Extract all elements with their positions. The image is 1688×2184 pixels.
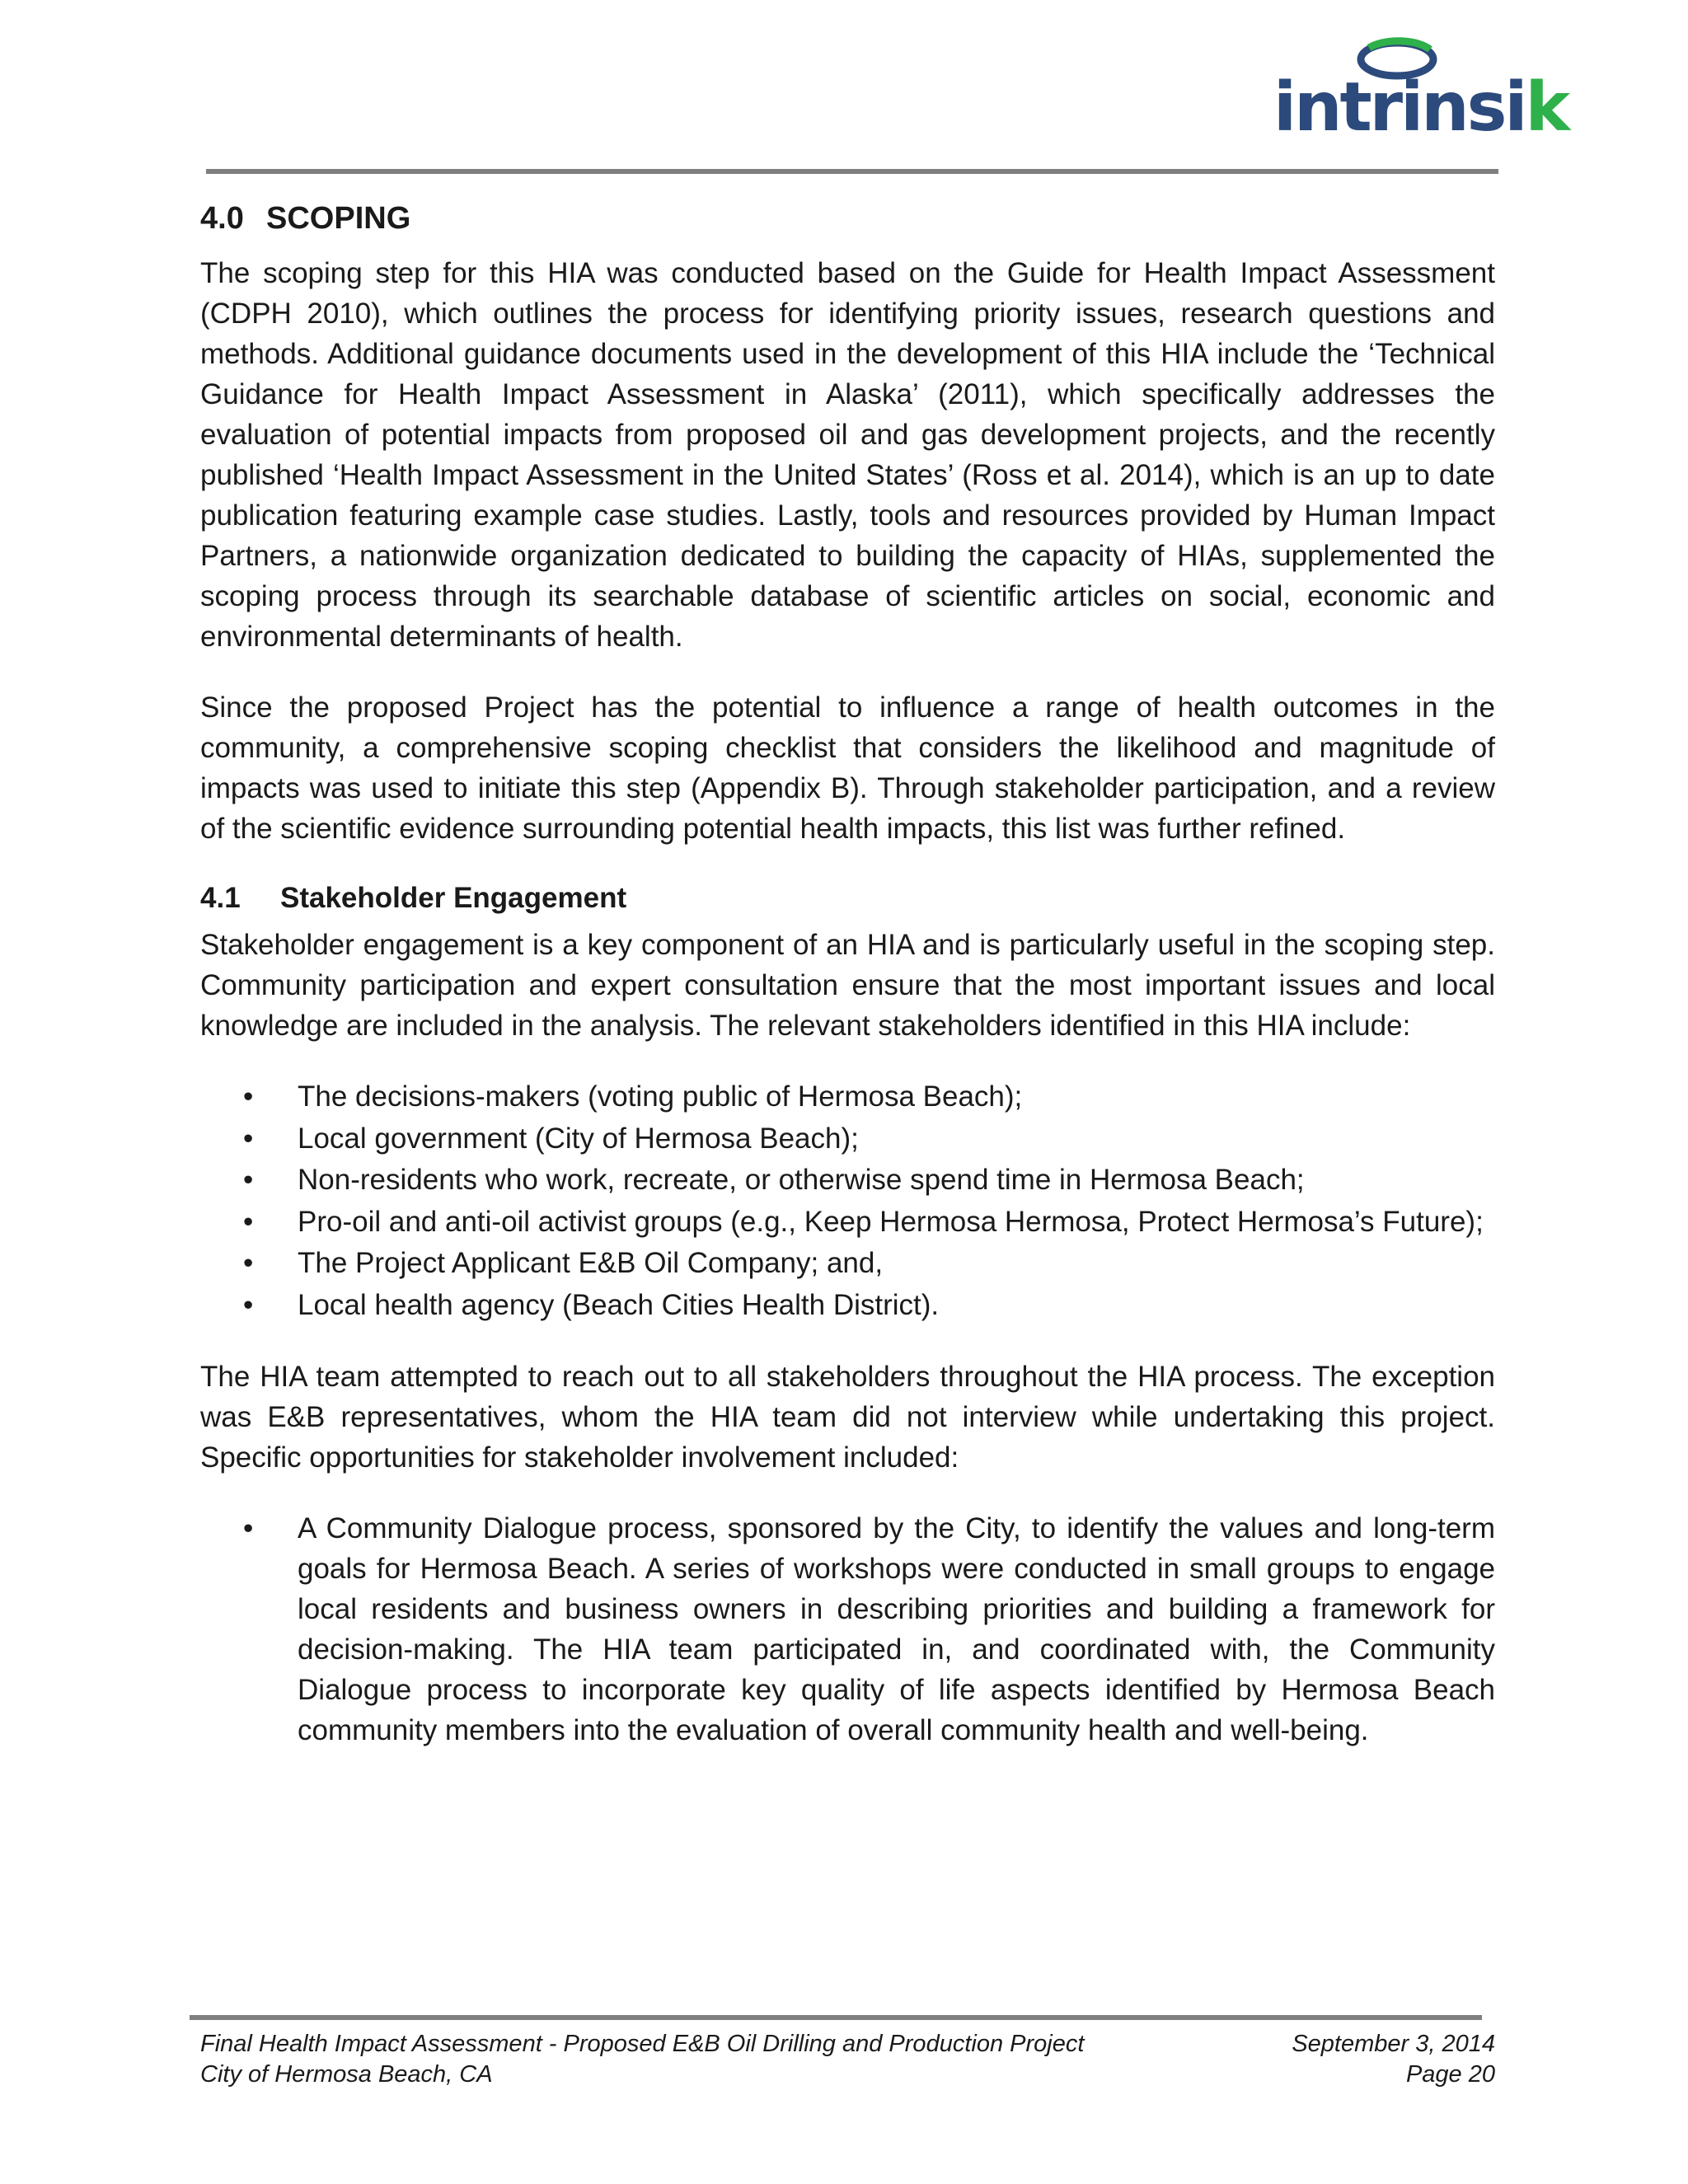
section-paragraph: Since the proposed Project has the potential to influence a range of health outcomes in the community, a comprehensive scoping checklist that considers the likelihood and magnitude of impacts was used to initiate this step (Appendix B). Through stakeholder participation, and a review of the scientific evidence surrounding potential health impacts, this list was further refined. xyxy=(200,691,1495,845)
bullet-icon: • xyxy=(243,1247,254,1279)
page-footer xyxy=(200,2029,1495,2090)
list-item: • The decisions-makers (voting public of Hermosa Beach); xyxy=(298,1076,1495,1118)
list-item: • Local government (City of Hermosa Beach); xyxy=(298,1118,1495,1160)
list-item: • The Project Applicant E&B Oil Company; and, xyxy=(298,1243,1495,1285)
bullet-icon: • xyxy=(243,1205,254,1238)
section-number: 4.0 xyxy=(200,201,244,236)
footer-location: City of Hermosa Beach, CA xyxy=(200,2061,493,2088)
list-item: • Pro-oil and anti-oil activist groups (e.g., Keep Hermosa Hermosa, Protect Hermosa’s Future); xyxy=(298,1202,1495,1244)
bullet-icon: • xyxy=(243,1288,254,1321)
section-heading xyxy=(200,195,1495,241)
page-body xyxy=(200,195,1495,1750)
bullet-icon: • xyxy=(243,1164,254,1196)
subsection-number: 4.1 xyxy=(200,882,241,914)
footer-document-title: Final Health Impact Assessment - Proposed E&B Oil Drilling and Production Project xyxy=(200,2031,1085,2057)
bullet-icon: • xyxy=(243,1512,254,1544)
footer-page-number: Page 20 xyxy=(1405,2061,1495,2088)
section-paragraph: The scoping step for this HIA was conducted based on the Guide for Health Impact Assessment (CDPH 2010), which outlines the process for identifying priority issues, research questions and methods. Additional guidance documents used in the development of this HIA include the ‘Technical Guidance for Health Impact Assessment in Alaska’ (2011), which specifically addresses the evaluation of potential impacts from proposed oil and gas development projects, and the recently published ‘Health Impact Assessment in the United States’ (Ross et al. 2014), which is an up to date publication featuring example case studies. Lastly, tools and resources provided by Human Impact Partners, a nationwide organization dedicated to building the capacity of HIAs, supplemented the scoping process through its searchable database of scientific articles on social, economic and environmental determinants of health. xyxy=(200,257,1495,653)
logo-wordmark: intrinsik xyxy=(1273,68,1568,147)
footer-date: September 3, 2014 xyxy=(1292,2031,1495,2057)
opportunity-list xyxy=(200,1508,1495,1750)
list-item: • Non-residents who work, recreate, or otherwise spend time in Hermosa Beach; xyxy=(298,1160,1495,1202)
footer-rule xyxy=(190,2015,1482,2020)
outreach-paragraph: The HIA team attempted to reach out to all stakeholders throughout the HIA process. The exception was E&B representatives, whom the HIA team did not interview while undertaking this project. Specific opportunities for stakeholder involvement included: xyxy=(200,1361,1495,1474)
stakeholder-list xyxy=(200,1076,1495,1326)
header-rule xyxy=(206,169,1498,174)
list-item: • Local health agency (Beach Cities Health District). xyxy=(298,1285,1495,1327)
subsection-heading xyxy=(200,877,1495,920)
subsection-intro: Stakeholder engagement is a key component of an HIA and is particularly useful in the scoping step. Community participation and expert consultation ensure that the most important issues and local knowledge are included in the analysis. The relevant stakeholders identified in this HIA include: xyxy=(200,929,1495,1042)
list-item: • A Community Dialogue process, sponsored by the City, to identify the values and long-term goals for Hermosa Beach. A series of workshops were conducted in small groups to engage local residents and business owners in describing priorities and building a framework for decision-making. The HIA team participated in, and coordinated with, the Community Dialogue process to incorporate key quality of life aspects identified by Hermosa Beach community members into the evaluation of overall community health and well-being. xyxy=(298,1508,1495,1750)
bullet-icon: • xyxy=(243,1122,254,1155)
bullet-icon: • xyxy=(243,1080,254,1113)
section-title: SCOPING xyxy=(266,201,411,236)
subsection-title: Stakeholder Engagement xyxy=(280,882,627,914)
intrinsik-logo xyxy=(1273,31,1568,155)
